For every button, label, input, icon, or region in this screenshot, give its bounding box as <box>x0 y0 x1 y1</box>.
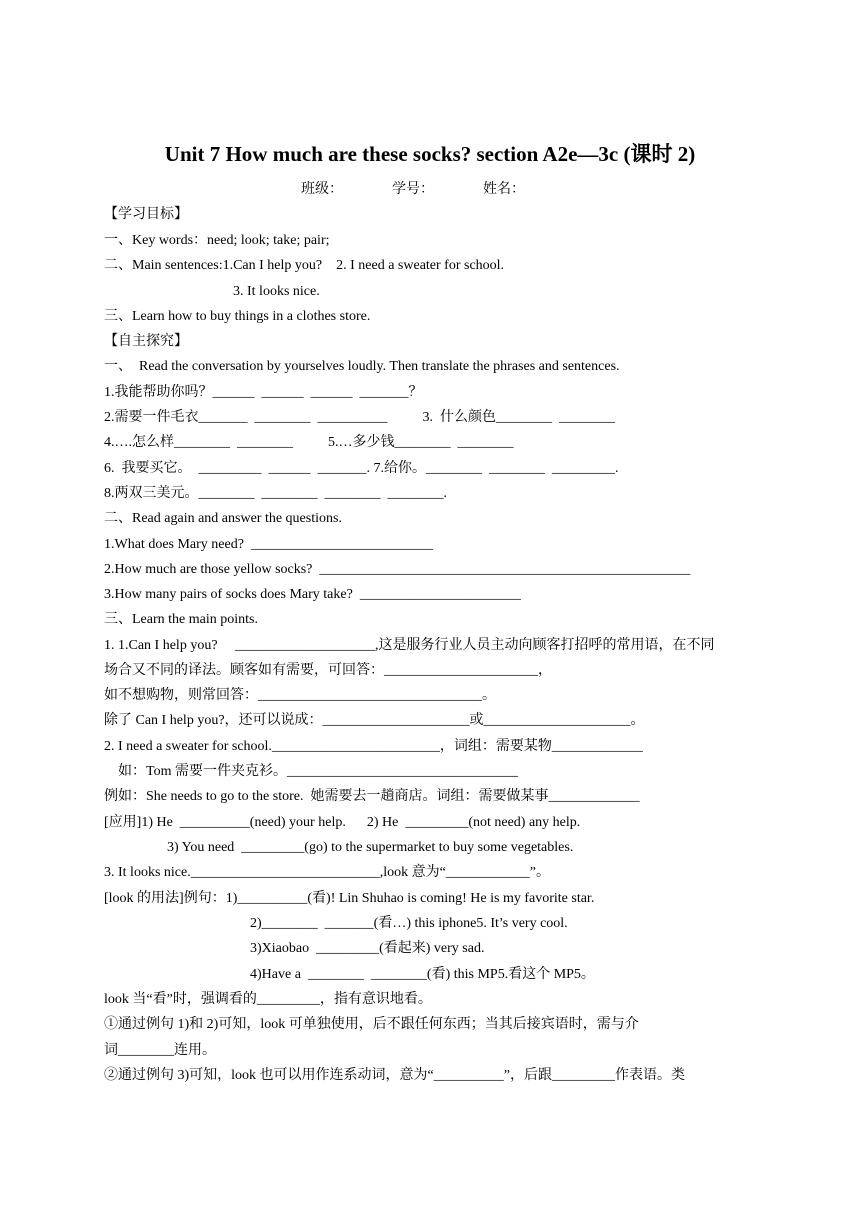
question-3: 3.How many pairs of socks does Mary take? _______________________ <box>104 587 521 602</box>
objective-key-words: 一、Key words：need; look; take; pair; <box>104 233 330 248</box>
objective-main-sentences: 二、Main sentences:1.Can I help you? 2. I need a sweater for school. <box>104 258 505 273</box>
note-1-line-2: 词________连用。 <box>104 1043 216 1058</box>
note-1-line-1: ①通过例句 1)和 2)可知，look 可单独使用，后不跟任何东西；当其后接宾语时，需与介 <box>104 1017 639 1032</box>
application-line-2: 3) You need _________(go) to the supermarket to buy some vegetables. <box>167 840 574 855</box>
section-heading-explore: 【自主探究】 <box>104 334 188 349</box>
point-1-line-2: 场合又不同的译法。顾客如有需要，可回答：______________________， <box>104 663 552 678</box>
application-line-1: [应用]1) He __________(need) your help. 2) He _________(not need) any help. <box>104 815 581 830</box>
page-title: Unit 7 How much are these socks? section A2e—3c (课时 2) <box>164 142 696 166</box>
look-usage-line-3: 3)Xiaobao _________(看起来) very sad. <box>250 941 485 956</box>
look-usage-line-2: 2)________ _______(看…) this iphone5. It’s very cool. <box>250 916 568 931</box>
point-2-line-3: 例如：She needs to go to the store. 她需要去一趟商店。词组：需要做某事_____________ <box>104 789 640 804</box>
translate-line-2: 2.需要一件毛衣_______ ________ __________ 3. 什么颜色________ ________ <box>104 410 615 425</box>
main-points-heading: 三、Learn the main points. <box>104 612 258 627</box>
question-2: 2.How much are those yellow socks? _____________________________________________________ <box>104 562 691 577</box>
point-1-line-3: 如不想购物，则常回答：________________________________。 <box>104 688 496 703</box>
read-again-heading: 二、Read again and answer the questions. <box>104 511 342 526</box>
look-usage-line-1: [look 的用法]例句：1)__________(看)! Lin Shuhao is coming! He is my favorite star. <box>104 891 595 906</box>
note-2-line-1: ②通过例句 3)可知，look 也可以用作连系动词，意为“__________”，后跟_________作表语。类 <box>104 1068 685 1083</box>
question-1: 1.What does Mary need? __________________________ <box>104 537 433 552</box>
translate-line-1: 1.我能帮助你吗？______ ______ ______ _______？ <box>104 385 423 400</box>
point-1-line-1: 1. 1.Can I help you? ____________________,这是服务行业人员主动向顾客打招呼的常用语，在不同 <box>104 638 715 653</box>
exercise-instructions: 一、 Read the conversation by yourselves loudly. Then translate the phrases and sentences. <box>104 359 620 374</box>
objective-main-sentences-cont: 3. It looks nice. <box>233 284 320 299</box>
point-2-line-1: 2. I need a sweater for school.________________________，词组：需要某物_____________ <box>104 739 643 754</box>
translate-line-4: 4.….怎么样________ ________ 5.…多少钱________ ________ <box>104 435 514 450</box>
student-info-line: 班级： 学号： 姓名： <box>301 182 525 197</box>
point-2-line-2: 如：Tom 需要一件夹克衫。_________________________________ <box>104 764 518 779</box>
look-usage-line-4: 4)Have a ________ ________(看) this MP5.看这个 MP5。 <box>250 967 595 982</box>
section-heading-objectives: 【学习目标】 <box>104 207 188 222</box>
point-1-line-4: 除了 Can I help you?，还可以说成：_____________________或_____________________。 <box>104 713 645 728</box>
translate-line-8: 8.两双三美元。________ ________ ________ ________. <box>104 486 447 501</box>
look-note-line: look 当“看”时，强调看的_________，指有意识地看。 <box>104 992 432 1007</box>
objective-learn: 三、Learn how to buy things in a clothes store. <box>104 309 371 324</box>
point-3-line-1: 3. It looks nice.___________________________,look 意为“____________”。 <box>104 865 551 880</box>
translate-line-6: 6. 我要买它。 _________ ______ _______. 7.给你。________ ________ _________. <box>104 461 619 476</box>
